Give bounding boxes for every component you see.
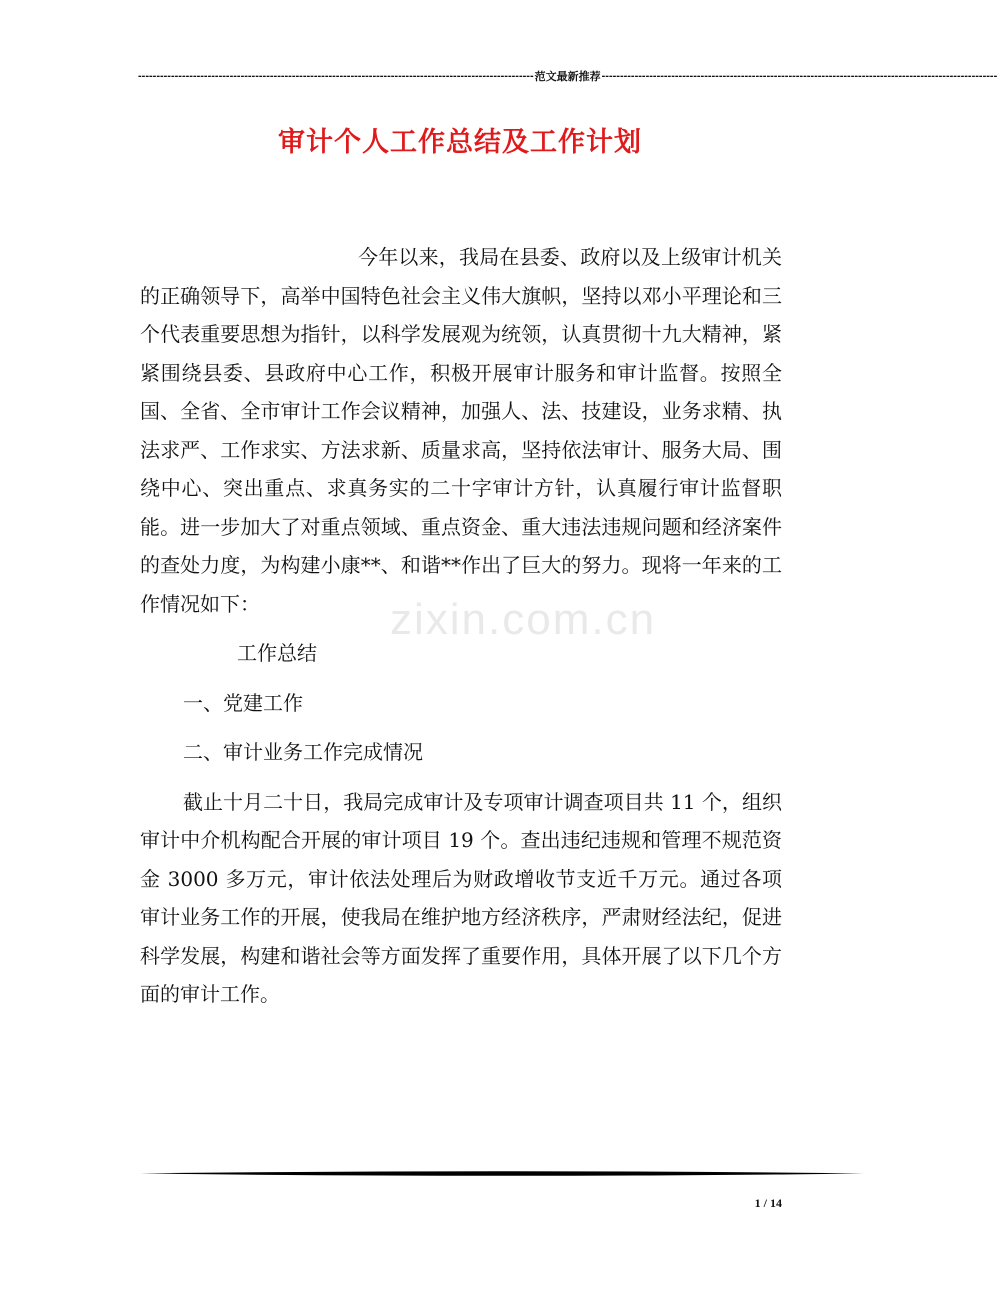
footer-rule — [140, 1170, 864, 1177]
header-dashes-left: ------------------------------------------------------------------------------------------------------------ — [138, 70, 534, 82]
list-heading-1: 一、党建工作 — [183, 690, 303, 715]
page-number: 1 / 14 — [754, 1196, 782, 1210]
header-dashes-right: ------------------------------------------------------------------------------------------------------------ — [601, 70, 997, 82]
intro-paragraph: 今年以来，我局在县委、政府以及上级审计机关的正确领导下，高举中国特色社会主义伟大旗帜，坚持以邓小平理论和三个代表重要思想为指针，以科学发展观为统领，认真贯彻十九大精神，紧紧围绕县委、县政府中心工作，积极开展审计服务和审计监督。按照全国、全省、全市审计工作会议精神，加强人、法、技建设，业务求精、执法求严、工作求实、方法求新、质量求高，坚持依法审计、服务大局、围绕中心、突出重点、求真务实的二十字审计方针，认真履行审计监督职能。进一步加大了对重点领域、重点资金、重大违法违规问题和经济案件的查处力度，为构建小康**、和谐**作出了巨大的努力。现将一年来的工作情况如下： — [140, 245, 782, 616]
watermark: zixin.com.cn — [390, 595, 657, 644]
header-label: 范文最新推荐 — [534, 71, 601, 83]
body-paragraph: 截止十月二十日，我局完成审计及专项审计调查项目共 11 个，组织审计中介机构配合开展的审计项目 19 个。查出违纪违规和管理不规范资金 3000 多万元，审计依法处理后为财政增收节支近千万元。通过各项审计业务工作的开展，使我局在维护地方经济秩序，严肃财经法纪，促进科学发展，构建和谐社会等方面发挥了重要作用，具体开展了以下几个方面的审计工作。 — [140, 789, 782, 1006]
list-heading-2: 二、审计业务工作完成情况 — [183, 740, 423, 764]
document-title: 审计个人工作总结及工作计划 — [278, 127, 642, 158]
section-heading: 工作总结 — [237, 641, 317, 665]
document-body — [140, 238, 782, 1014]
page-header — [138, 68, 997, 84]
